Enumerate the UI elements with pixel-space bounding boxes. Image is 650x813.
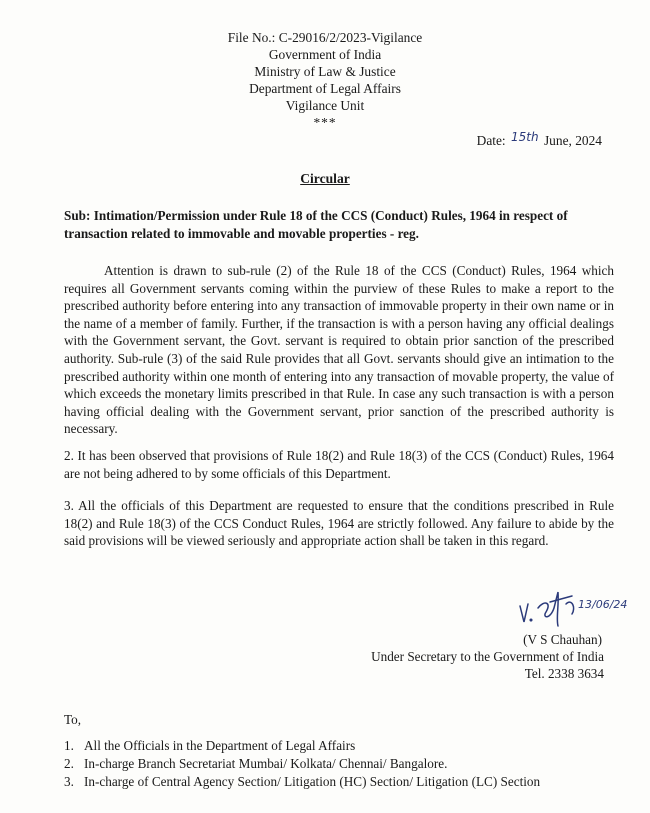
issue-date: [476, 130, 602, 149]
item-text: All the Officials in the Department of Legal Affairs: [84, 738, 356, 753]
paragraph-2: 2. It has been observed that provisions of Rule 18(2) and Rule 18(3) of the CCS (Conduct) Rules, 1964 are not being adhered to by some officials of this Department.: [64, 448, 614, 481]
title-text: Circular: [300, 171, 350, 186]
recipient-list: [64, 737, 540, 791]
item-text: In-charge Branch Secretariat Mumbai/ Kolkata/ Chennai/ Bangalore.: [84, 756, 448, 771]
paragraph-3: 3. All the officials of this Department are requested to ensure that the conditions prescribed in Rule 18(2) and Rule 18(3) of the CCS Conduct Rules, 1964 are strictly followed. Any failure to abide by the said provisions will be viewed seriously and appropriate action shall be taken in this regard.: [64, 498, 614, 549]
item-text: In-charge of Central Agency Section/ Litigation (HC) Section/ Litigation (LC) Section: [84, 774, 541, 789]
list-item: [64, 737, 540, 755]
handwritten-signature: [514, 578, 644, 628]
ministry-name: Ministry of Law & Justice: [254, 64, 396, 79]
date-month-year: June, 2024: [543, 133, 602, 148]
unit-name: Vigilance Unit: [285, 98, 365, 113]
header-separator: ***: [313, 115, 337, 130]
date-label: Date:: [476, 133, 506, 148]
signatory-name: (V S Chauhan): [523, 632, 602, 647]
item-number: 3.: [64, 774, 74, 789]
letterhead: [0, 29, 650, 131]
handwritten-day: 15th: [511, 130, 539, 144]
signatory-block: [371, 631, 604, 682]
document-title: [0, 171, 650, 187]
item-number: 2.: [64, 756, 74, 771]
item-number: 1.: [64, 738, 74, 753]
signature-date: 13/06/24: [578, 598, 628, 611]
signatory-telephone: Tel. 2338 3634: [524, 666, 604, 681]
department-name: Department of Legal Affairs: [249, 81, 401, 96]
government-name: Government of India: [268, 47, 382, 62]
paragraph-1: Attention is drawn to sub-rule (2) of the Rule 18 of the CCS (Conduct) Rules, 1964 which requires all Government servants coming within the purview of these Rules to make a report to the prescribed authority before entering into any transaction of immovable property in their own name or in the name of a member of family. Further, if the transaction is with a person having any official dealings with the Government servant, the Govt. servant is required to obtain prior sanction of the prescribed authority. Sub-rule (3) of the said Rule provides that all Govt. servants should give an intimation to the prescribed authority within one month of entering into any transaction of movable property, the value of which exceeds the monetary limits prescribed in that Rule. In case any such transaction is with a person having official dealing with the Government servant, prior sanction of the prescribed authority is necessary.: [64, 263, 614, 437]
file-number: File No.: C-29016/2/2023-Vigilance: [227, 30, 423, 45]
signatory-designation: Under Secretary to the Government of India: [371, 649, 604, 664]
list-item: [64, 755, 540, 773]
list-item: [64, 773, 540, 791]
subject-line: Sub: Intimation/Permission under Rule 18 of the CCS (Conduct) Rules, 1964 in respect of transaction related to immovable and movable properties - reg.: [64, 208, 568, 241]
to-label: To,: [64, 712, 82, 727]
